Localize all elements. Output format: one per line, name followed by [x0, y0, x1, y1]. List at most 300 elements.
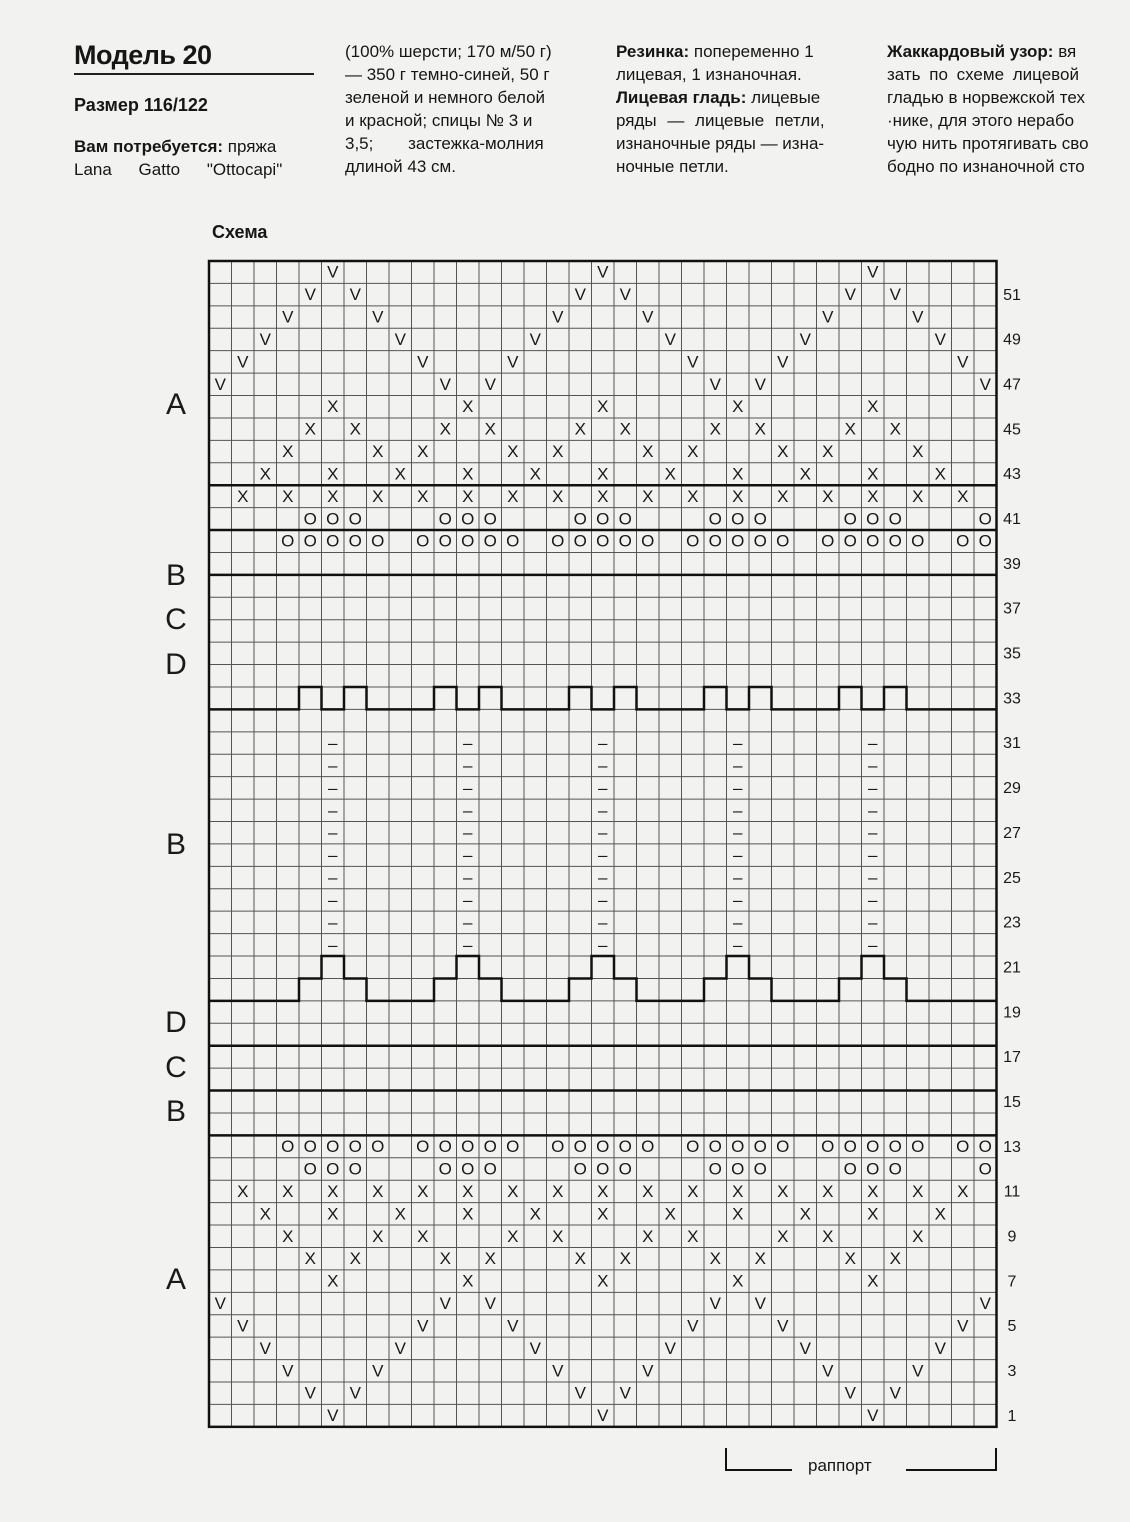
chart-symbol: O [888, 531, 902, 551]
chart-symbol: X [372, 1226, 384, 1246]
chart-symbol: V [574, 1383, 586, 1403]
chart-symbol: X [777, 1226, 789, 1246]
chart-symbol: O [618, 531, 632, 551]
chart-symbol: – [328, 868, 338, 888]
chart-symbol: X [327, 397, 339, 417]
chart-symbol: – [868, 755, 878, 775]
section-label: D [165, 647, 187, 681]
chart-symbol: V [709, 374, 721, 394]
chart-symbol: O [303, 531, 317, 551]
row-number: 47 [1003, 376, 1021, 394]
chart-symbol: V [867, 1406, 879, 1426]
chart-symbol: V [957, 1316, 969, 1336]
chart-symbol: O [326, 1137, 340, 1157]
chart-symbol: V [574, 285, 586, 305]
chart-symbol: V [304, 285, 316, 305]
chart-symbol: O [753, 1159, 767, 1179]
row-number: 11 [1003, 1183, 1021, 1201]
chart-symbol: X [822, 1226, 834, 1246]
chart-symbol: O [708, 1159, 722, 1179]
materials-line: и красной; спицы № 3 и [345, 111, 533, 130]
row-number: 17 [1003, 1049, 1021, 1067]
chart-symbol: O [686, 531, 700, 551]
chart-symbol: V [777, 352, 789, 372]
chart-symbol: – [868, 823, 878, 843]
chart-symbol: O [483, 1159, 497, 1179]
chart-symbol: O [888, 1137, 902, 1157]
chart-symbol: O [303, 1159, 317, 1179]
chart-symbol: V [394, 329, 406, 349]
chart-symbol: O [686, 1137, 700, 1157]
chart-symbol: O [461, 1159, 475, 1179]
chart-symbol: – [733, 800, 743, 820]
chart-symbol: X [462, 1271, 474, 1291]
chart-symbol: X [709, 1249, 721, 1269]
jacquard-text: вя [1053, 42, 1077, 61]
chart-symbol: V [349, 285, 361, 305]
chart-symbol: O [416, 1137, 430, 1157]
rib-label: Резинка: [616, 42, 690, 61]
chart-symbol: X [777, 1181, 789, 1201]
chart-symbol: X [912, 442, 924, 462]
chart-symbol: X [912, 486, 924, 506]
chart-symbol: X [484, 419, 496, 439]
chart-symbol: V [889, 285, 901, 305]
chart-symbol: – [733, 868, 743, 888]
chart-symbol: – [868, 935, 878, 955]
chart-symbol: X [822, 442, 834, 462]
chart-symbol: X [552, 486, 564, 506]
chart-symbol: O [506, 531, 520, 551]
chart-symbol: O [326, 531, 340, 551]
chart-symbol: V [619, 285, 631, 305]
chart-symbol: X [687, 442, 699, 462]
row-number: 39 [1003, 555, 1021, 573]
chart-symbol: – [598, 935, 608, 955]
section-label: D [165, 1005, 187, 1039]
section-label: A [165, 1262, 187, 1296]
scheme-label: Схема [212, 222, 268, 242]
section-label: B [165, 558, 187, 592]
chart-symbol: – [868, 912, 878, 932]
chart-symbol: X [484, 1249, 496, 1269]
chart-symbol: X [687, 486, 699, 506]
chart-symbol: O [753, 531, 767, 551]
chart-symbol: V [552, 307, 564, 327]
chart-symbol: X [507, 1181, 519, 1201]
chart-symbol: O [438, 1159, 452, 1179]
chart-symbol: X [237, 1181, 249, 1201]
chart-symbol: O [416, 531, 430, 551]
chart-symbol: O [866, 1159, 880, 1179]
chart-symbol: X [754, 419, 766, 439]
chart-symbol: X [327, 486, 339, 506]
chart-symbol: V [529, 1338, 541, 1358]
chart-symbol: – [868, 845, 878, 865]
section-label: C [165, 1050, 187, 1084]
stockinette-text: изнаночные ряды — изна- [616, 134, 825, 153]
chart-symbol: V [417, 352, 429, 372]
chart-symbol: – [733, 778, 743, 798]
chart-symbol: – [598, 890, 608, 910]
chart-symbol: X [732, 397, 744, 417]
chart-symbol: O [753, 1137, 767, 1157]
chart-symbol: O [371, 531, 385, 551]
section-label: B [165, 827, 187, 861]
chart-symbol: – [328, 890, 338, 910]
chart-symbol: X [462, 1204, 474, 1224]
chart-symbol: – [328, 800, 338, 820]
chart-symbol: – [328, 823, 338, 843]
chart-symbol: V [282, 307, 294, 327]
row-number: 25 [1003, 869, 1021, 887]
chart-symbol: – [463, 845, 473, 865]
row-number: 3 [1007, 1363, 1017, 1381]
chart-symbol: V [259, 1338, 271, 1358]
chart-symbol: X [619, 419, 631, 439]
chart-symbol: X [304, 419, 316, 439]
chart-symbol: – [868, 800, 878, 820]
chart-symbol: O [348, 1159, 362, 1179]
chart-symbol: X [304, 1249, 316, 1269]
chart-symbol: V [529, 329, 541, 349]
chart-symbol: O [438, 1137, 452, 1157]
chart-symbol: O [753, 509, 767, 529]
chart-symbol: O [888, 509, 902, 529]
chart-symbol: X [912, 1181, 924, 1201]
row-number: 21 [1003, 959, 1021, 977]
chart-symbol: – [463, 733, 473, 753]
chart-symbol: – [328, 778, 338, 798]
chart-symbol: V [754, 1294, 766, 1314]
chart-symbol: O [573, 1159, 587, 1179]
stockinette-text: лицевые [746, 88, 821, 107]
chart-symbol: X [327, 464, 339, 484]
chart-symbol: X [619, 1249, 631, 1269]
chart-symbol: X [687, 1181, 699, 1201]
chart-symbol: – [328, 845, 338, 865]
chart-symbol: V [822, 1361, 834, 1381]
chart-symbol: V [709, 1294, 721, 1314]
chart-symbol: O [978, 531, 992, 551]
chart-symbol: O [281, 1137, 295, 1157]
chart-symbol: X [372, 486, 384, 506]
chart-symbol: V [507, 352, 519, 372]
chart-symbol: O [888, 1159, 902, 1179]
chart-symbol: O [618, 509, 632, 529]
chart-symbol: X [664, 1204, 676, 1224]
chart-symbol: V [214, 1294, 226, 1314]
chart-symbol: O [573, 509, 587, 529]
needs-label: Вам потребуется: [74, 137, 224, 156]
chart-symbol: O [573, 531, 587, 551]
chart-symbol: X [777, 442, 789, 462]
chart-symbol: X [372, 1181, 384, 1201]
row-number: 33 [1003, 690, 1021, 708]
chart-symbol: V [687, 1316, 699, 1336]
chart-symbol: V [484, 1294, 496, 1314]
chart-symbol: V [777, 1316, 789, 1336]
chart-symbol: – [328, 755, 338, 775]
chart-symbol: X [552, 1181, 564, 1201]
chart-symbol: V [799, 329, 811, 349]
row-number: 29 [1003, 780, 1021, 798]
chart-symbol: X [597, 464, 609, 484]
chart-symbol: – [598, 912, 608, 932]
chart-symbol: O [596, 1159, 610, 1179]
chart-symbol: O [551, 531, 565, 551]
chart-symbol: X [844, 419, 856, 439]
chart-symbol: X [349, 1249, 361, 1269]
jacquard-label: Жаккардовый узор: [887, 42, 1054, 61]
chart-symbol: O [641, 531, 655, 551]
chart-symbol: – [598, 845, 608, 865]
chart-symbol: V [957, 352, 969, 372]
chart-symbol: – [463, 778, 473, 798]
stockinette-text: ночные петли. [616, 157, 729, 176]
chart-symbol: V [934, 329, 946, 349]
chart-symbol: O [956, 531, 970, 551]
chart-symbol: X [642, 442, 654, 462]
chart-symbol: V [349, 1383, 361, 1403]
row-number: 1 [1007, 1407, 1017, 1425]
chart-symbol: X [327, 1204, 339, 1224]
chart-symbol: O [776, 1137, 790, 1157]
chart-symbol: X [732, 464, 744, 484]
chart-symbol: X [642, 486, 654, 506]
chart-symbol: X [912, 1226, 924, 1246]
row-number: 27 [1003, 824, 1021, 842]
chart-symbol: – [328, 733, 338, 753]
stockinette-label: Лицевая гладь: [616, 88, 747, 107]
chart-symbol: – [733, 823, 743, 843]
chart-symbol: O [326, 509, 340, 529]
chart-symbol: V [979, 1294, 991, 1314]
chart-symbol: V [282, 1361, 294, 1381]
border-step-line [209, 687, 997, 709]
chart-symbol: V [642, 1361, 654, 1381]
chart-symbol: X [507, 442, 519, 462]
chart-symbol: X [597, 486, 609, 506]
chart-symbol: – [463, 935, 473, 955]
chart-symbol: V [597, 1406, 609, 1426]
row-number: 15 [1003, 1093, 1021, 1111]
chart-symbol: X [439, 1249, 451, 1269]
chart-symbol: – [733, 912, 743, 932]
stockinette-text: ряды — лицевые петли, [616, 111, 825, 130]
chart-symbol: X [709, 419, 721, 439]
jacquard-text: чую нить протягивать сво [887, 134, 1089, 153]
jacquard-text: зать по схеме лицевой [887, 65, 1079, 84]
chart-symbol: X [889, 419, 901, 439]
row-number: 51 [1003, 286, 1021, 304]
chart-symbol: – [463, 823, 473, 843]
section-label: C [165, 602, 187, 636]
jacquard-text: гладью в норвежской тех [887, 88, 1085, 107]
chart-symbol: X [754, 1249, 766, 1269]
chart-symbol: X [642, 1226, 654, 1246]
row-number: 5 [1007, 1318, 1017, 1336]
chart-symbol: O [281, 531, 295, 551]
chart-symbol: V [372, 307, 384, 327]
chart-symbol: X [867, 1271, 879, 1291]
chart-symbol: – [868, 868, 878, 888]
chart-symbol: – [868, 890, 878, 910]
chart-symbol: V [552, 1361, 564, 1381]
chart-symbol: – [868, 778, 878, 798]
chart-symbol: X [349, 419, 361, 439]
chart-symbol: X [462, 1181, 474, 1201]
chart-symbol: V [259, 329, 271, 349]
chart-symbol: O [978, 1159, 992, 1179]
row-number: 37 [1003, 600, 1021, 618]
chart-symbol: O [956, 1137, 970, 1157]
row-number: 7 [1007, 1273, 1017, 1291]
chart-symbol: O [843, 531, 857, 551]
chart-symbol: X [597, 1181, 609, 1201]
chart-symbol: – [328, 912, 338, 932]
chart-symbol: O [483, 1137, 497, 1157]
chart-symbol: V [799, 1338, 811, 1358]
chart-symbol: O [731, 1137, 745, 1157]
chart-symbol: O [708, 1137, 722, 1157]
chart-symbol: O [506, 1137, 520, 1157]
chart-symbol: V [867, 262, 879, 282]
chart-symbol: X [259, 1204, 271, 1224]
chart-symbol: X [822, 1181, 834, 1201]
chart-symbol: O [731, 1159, 745, 1179]
chart-symbol: X [327, 1181, 339, 1201]
chart-symbol: X [327, 1271, 339, 1291]
chart-symbol: X [552, 1226, 564, 1246]
materials-line: — 350 г темно-синей, 50 г [345, 65, 550, 84]
chart-symbol: X [867, 486, 879, 506]
chart-symbol: V [372, 1361, 384, 1381]
chart-symbol: V [439, 374, 451, 394]
chart-symbol: V [912, 1361, 924, 1381]
chart-symbol: O [551, 1137, 565, 1157]
chart-symbol: V [394, 1338, 406, 1358]
chart-symbol: V [304, 1383, 316, 1403]
chart-symbol: O [843, 509, 857, 529]
chart-symbol: X [259, 464, 271, 484]
chart-symbol: O [461, 509, 475, 529]
chart-symbol: O [596, 531, 610, 551]
chart-symbol: X [934, 1204, 946, 1224]
chart-symbol: – [328, 935, 338, 955]
chart-symbol: X [507, 1226, 519, 1246]
chart-symbol: X [799, 1204, 811, 1224]
chart-symbol: O [371, 1137, 385, 1157]
section-label: A [165, 387, 187, 421]
chart-symbol: X [822, 486, 834, 506]
chart-symbol: O [348, 509, 362, 529]
chart-symbol: O [866, 531, 880, 551]
chart-symbol: X [237, 486, 249, 506]
chart-symbol: X [687, 1226, 699, 1246]
chart-symbol: O [911, 531, 925, 551]
chart-symbol: X [867, 397, 879, 417]
chart-symbol: X [462, 464, 474, 484]
chart-symbol: O [978, 509, 992, 529]
chart-symbol: V [327, 262, 339, 282]
chart-symbol: – [598, 868, 608, 888]
chart-symbol: X [462, 397, 474, 417]
row-number: 45 [1003, 421, 1021, 439]
chart-symbol: O [438, 509, 452, 529]
chart-symbol: V [214, 374, 226, 394]
repeat-bracket-right [906, 1448, 996, 1470]
chart-symbol: O [348, 531, 362, 551]
chart-symbol: V [619, 1383, 631, 1403]
row-number: 9 [1007, 1228, 1017, 1246]
chart-symbol: X [552, 442, 564, 462]
chart-symbol: X [507, 486, 519, 506]
chart-symbol: X [529, 464, 541, 484]
chart-symbol: X [957, 486, 969, 506]
chart-symbol: O [596, 1137, 610, 1157]
chart-symbol: X [867, 1204, 879, 1224]
chart-symbol: V [979, 374, 991, 394]
chart-symbol: O [326, 1159, 340, 1179]
chart-symbol: V [934, 1338, 946, 1358]
chart-symbol: – [463, 755, 473, 775]
chart-symbol: X [889, 1249, 901, 1269]
row-number: 49 [1003, 331, 1021, 349]
chart-symbol: V [642, 307, 654, 327]
chart-symbol: X [574, 1249, 586, 1269]
chart-symbol: V [664, 329, 676, 349]
chart-symbol: V [889, 1383, 901, 1403]
yarn-name: Lana Gatto "Ottocapi" [74, 160, 283, 179]
chart-symbol: X [732, 1204, 744, 1224]
chart-symbol: X [844, 1249, 856, 1269]
chart-symbol: O [708, 509, 722, 529]
chart-symbol: – [598, 800, 608, 820]
row-number: 13 [1003, 1138, 1021, 1156]
chart-symbol: X [394, 464, 406, 484]
chart-symbol: V [844, 1383, 856, 1403]
chart-symbol: O [708, 531, 722, 551]
needs-text: пряжа [223, 137, 277, 156]
chart-symbol: O [866, 509, 880, 529]
repeat-label: раппорт [808, 1456, 872, 1475]
chart-symbol: X [664, 464, 676, 484]
row-number: 23 [1003, 914, 1021, 932]
chart-symbol: V [664, 1338, 676, 1358]
chart-symbol: O [596, 509, 610, 529]
chart-symbol: X [529, 1204, 541, 1224]
chart-symbol: – [733, 935, 743, 955]
chart-symbol: X [597, 1204, 609, 1224]
chart-symbol: O [866, 1137, 880, 1157]
chart-symbol: X [394, 1204, 406, 1224]
chart-symbol: X [417, 1226, 429, 1246]
chart-symbol: X [934, 464, 946, 484]
chart-symbol: X [462, 486, 474, 506]
chart-symbol: V [237, 1316, 249, 1336]
chart-symbol: V [822, 307, 834, 327]
row-number: 35 [1003, 645, 1021, 663]
chart-symbol: V [844, 285, 856, 305]
jacquard-text: ·нике, для этого нерабо [887, 111, 1075, 130]
chart-symbol: – [598, 733, 608, 753]
chart-symbol: – [598, 755, 608, 775]
materials-line: (100% шерсти; 170 м/50 г) [345, 42, 552, 61]
chart-symbol: X [642, 1181, 654, 1201]
chart-symbol: O [843, 1159, 857, 1179]
chart-symbol: – [598, 823, 608, 843]
